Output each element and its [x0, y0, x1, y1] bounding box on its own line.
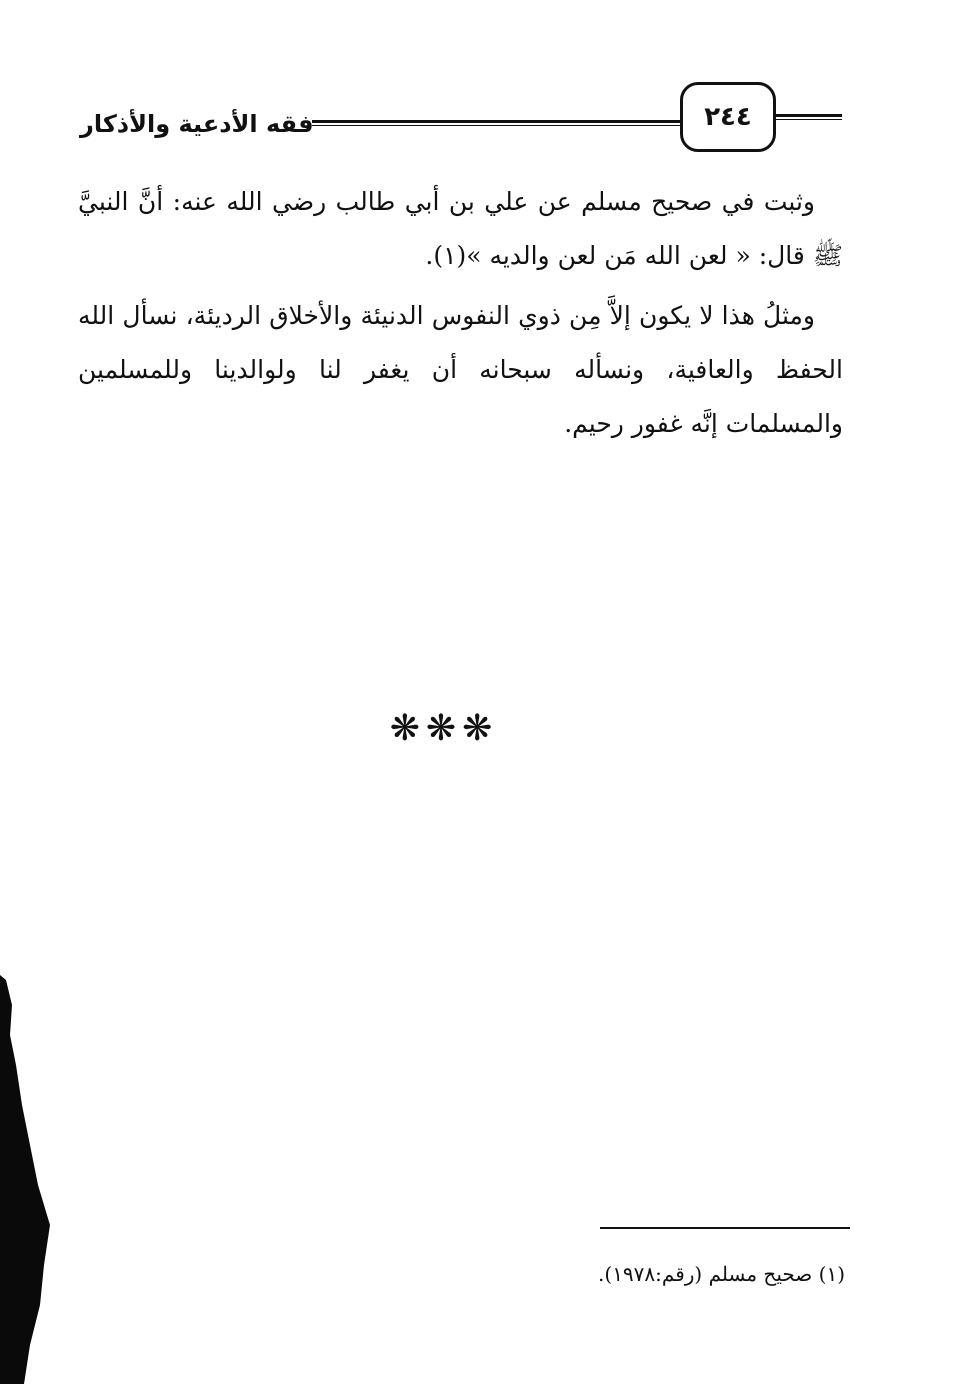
section-separator: ❋❋❋ [389, 708, 499, 749]
scan-edge-shadow [0, 975, 60, 1384]
header-rule-right [772, 114, 842, 120]
footnote-1: (١) صحيح مسلم (رقم:١٩٧٨). [598, 1262, 845, 1286]
book-title: فقه الأدعية والأذكار [80, 110, 314, 138]
paragraph-2: ومثلُ هذا لا يكون إلاَّ مِن ذوي النفوس الدنيئة والأخلاق الرديئة، نسأل الله الحفظ والعافية، ونسأله سبحانه أن يغفر لنا ولوالدينا وللمسلمين والمسلمات إنَّه غفور رحيم. [78, 301, 843, 438]
paragraph-1: وثبت في صحيح مسلم عن علي بن أبي طالب رضي الله عنه: أنَّ النبيَّ ﷺ قال: « لعن الله مَن لعن والديه »(١). [78, 187, 843, 270]
page-header [80, 82, 845, 152]
main-text [78, 175, 843, 451]
page-number: ٢٤٤ [680, 82, 776, 152]
footnote-divider [600, 1227, 850, 1229]
